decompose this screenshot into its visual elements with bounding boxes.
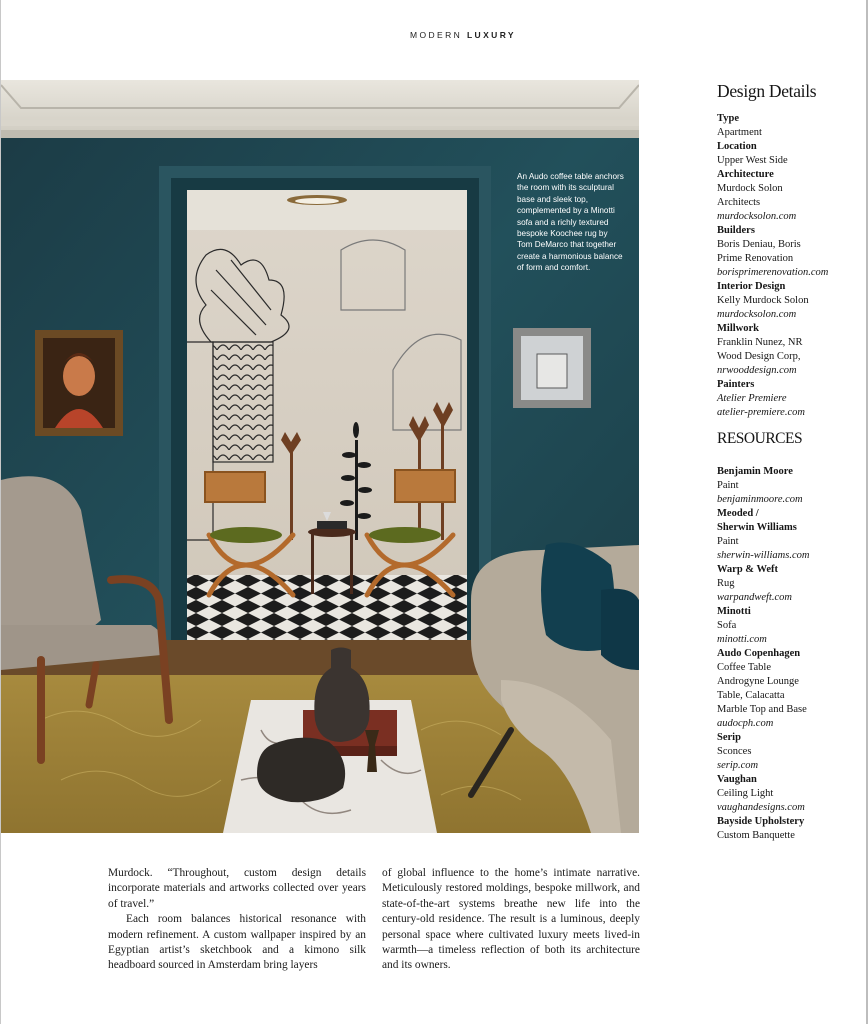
sidebar-heading: Interior Design [717, 281, 786, 292]
sidebar-value: Marble Top and Base [717, 704, 807, 715]
body-paragraph: Each room balances historical resonance with modern refinement. A custom wallpaper inspired by an Egyptian artist’s sketchbook and a kimono silk headboard sourced in Amsterdam bring layers [108, 913, 366, 972]
sidebar-heading: Location [717, 141, 757, 152]
masthead-modern: MODERN [410, 30, 463, 40]
sidebar-heading: Benjamin Moore [717, 466, 793, 477]
sidebar-heading: Millwork [717, 323, 759, 334]
sidebar-heading: Bayside Upholstery [717, 816, 805, 827]
sidebar-credit-italic: serip.com [717, 760, 759, 771]
sidebar-credit-italic: sherwin-williams.com [717, 550, 810, 561]
sidebar-value: Apartment [717, 127, 762, 138]
sidebar-credit-italic: vaughandesigns.com [717, 802, 805, 813]
sidebar-value: Custom Banquette [717, 830, 795, 841]
resources-list [717, 465, 857, 843]
sidebar-value: Boris Deniau, Boris [717, 239, 801, 250]
sidebar-heading: Sherwin Williams [717, 522, 797, 533]
sidebar-heading: Architecture [717, 169, 774, 180]
sidebar-value: Murdock Solon [717, 183, 783, 194]
sidebar-heading: Minotti [717, 606, 751, 617]
body-column-1 [108, 866, 366, 974]
sidebar-credit-italic: atelier-premiere.com [717, 407, 805, 418]
sidebar-heading: Warp & Weft [717, 564, 779, 575]
sidebar-credit-italic: Atelier Premiere [717, 393, 787, 404]
sidebar-credit-italic: minotti.com [717, 634, 767, 645]
sidebar-value: Architects [717, 197, 761, 208]
sidebar-heading: Serip [717, 732, 741, 743]
sidebar-credit-italic: audocph.com [717, 718, 774, 729]
sidebar-value: Wood Design Corp, [717, 351, 801, 362]
sidebar-heading: Meoded / [717, 508, 759, 519]
sidebar-credit-italic: borisprimerenovation.com [717, 267, 829, 278]
sidebar-heading: Type [717, 113, 739, 124]
sidebar-credit-italic: nrwooddesign.com [717, 365, 797, 376]
sidebar-heading: Builders [717, 225, 755, 236]
sidebar-value: Rug [717, 578, 735, 589]
sidebar-value: Franklin Nunez, NR [717, 337, 803, 348]
design-details-list [717, 112, 857, 420]
photo-caption: An Audo coffee table anchors the room with its sculptural base and sleek top, complemented by a Minotti sofa and a richly textured bespoke Koochee rug by Tom DeMarco that together create a harmonious balance of form and comfort. [517, 172, 624, 273]
sidebar-heading: Vaughan [717, 774, 757, 785]
body-paragraph: of global influence to the home’s intimate narrative. Meticulously restored moldings, bespoke millwork, and state-of-the-art systems breathe new life into the century-old residence. The result is a luminous, deeply personal space where cultivated luxury meets lived-in warmth—a timeless reflection of both its architecture and its owners. [382, 867, 640, 972]
sidebar-credit-italic: murdocksolon.com [717, 309, 797, 320]
resources-title: RESOURCES [717, 430, 803, 447]
sidebar-value: Table, Calacatta [717, 690, 785, 701]
sidebar-value: Ceiling Light [717, 788, 774, 799]
sidebar-heading: Painters [717, 379, 755, 390]
sidebar-value: Prime Renovation [717, 253, 794, 264]
design-details-sidebar [717, 78, 857, 843]
sidebar-value: Paint [717, 480, 739, 491]
sidebar-credit-italic: murdocksolon.com [717, 211, 797, 222]
interior-photo [1, 80, 639, 833]
sidebar-credit-italic: benjaminmoore.com [717, 494, 803, 505]
sidebar-value: Sofa [717, 620, 737, 631]
sidebar-credit-italic: warpandweft.com [717, 592, 792, 603]
body-paragraph: Murdock. “Throughout, custom design details incorporate materials and artworks collected over years of travel.” [108, 867, 366, 910]
sidebar-value: Paint [717, 536, 739, 547]
sidebar-value: Upper West Side [717, 155, 788, 166]
sidebar-value: Sconces [717, 746, 752, 757]
sidebar-heading: Audo Copenhagen [717, 648, 801, 659]
design-details-title: Design Details [717, 81, 817, 101]
masthead-luxury: LUXURY [466, 30, 516, 40]
sidebar-value: Kelly Murdock Solon [717, 295, 809, 306]
body-column-2 [382, 866, 640, 974]
sidebar-value: Androgyne Lounge [717, 676, 799, 687]
sidebar-value: Coffee Table [717, 662, 771, 673]
masthead [0, 30, 868, 40]
